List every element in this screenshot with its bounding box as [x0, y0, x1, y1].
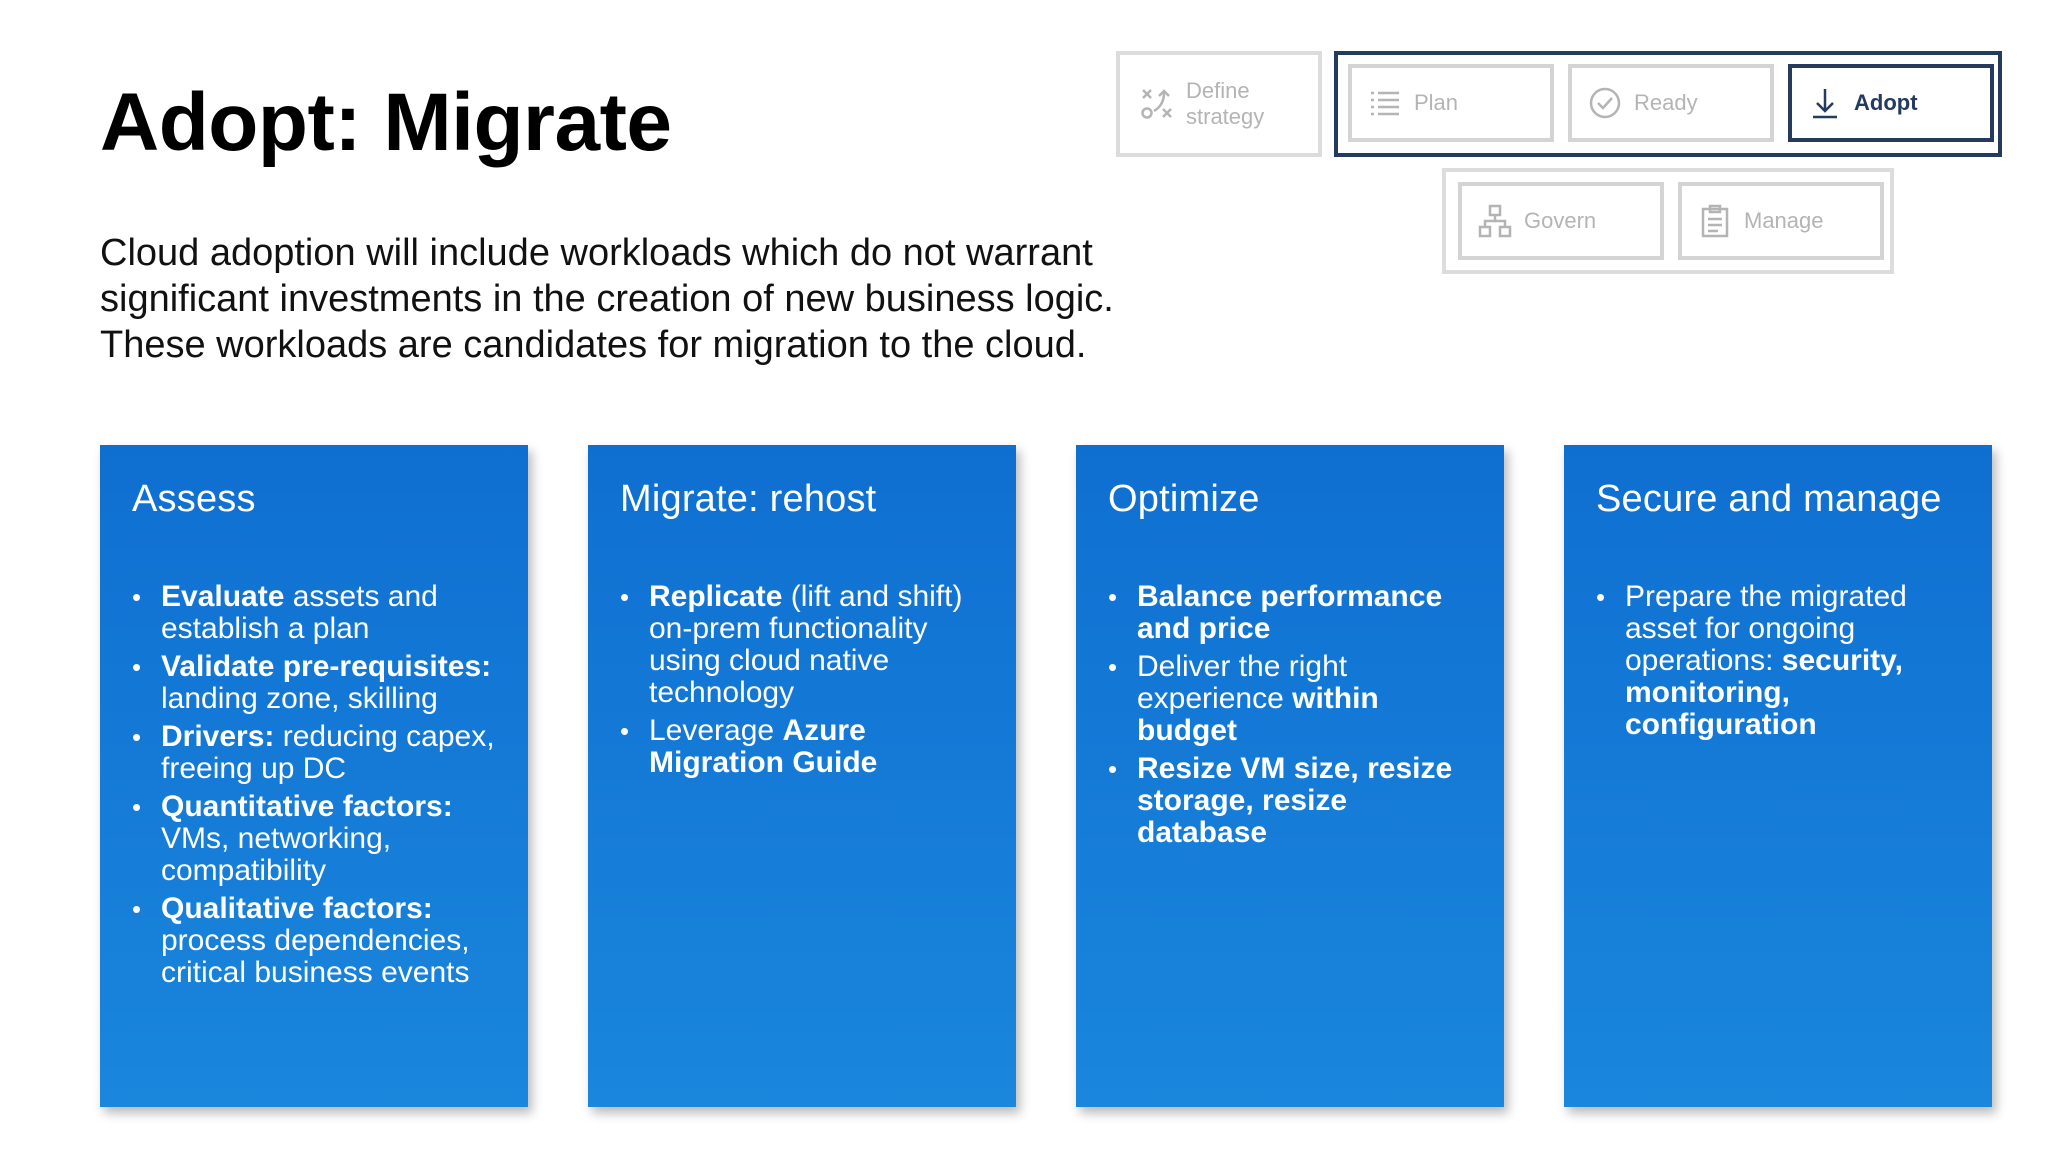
bullet-text: Leverage — [649, 714, 783, 747]
define-strategy-icon — [1140, 87, 1174, 121]
list-item — [1596, 581, 1972, 741]
bullet-text: (lift and shift) on-prem functionality using cloud native technology — [649, 580, 963, 709]
bullet-bold: Qualitative factors: — [161, 892, 433, 925]
nav-govern-button[interactable] — [1458, 182, 1664, 260]
bullet-text: Deliver the right experience — [1137, 650, 1348, 715]
list-item — [620, 581, 996, 709]
nav-adopt-button[interactable] — [1788, 64, 1994, 142]
list-item — [132, 791, 508, 887]
list-icon — [1368, 86, 1402, 120]
bullet-bold: security, monitoring, configuration — [1625, 644, 1903, 741]
download-arrow-icon — [1808, 86, 1842, 120]
card-migrate-list — [620, 581, 996, 779]
bullet-text: VMs, networking, compatibility — [161, 822, 392, 887]
clipboard-icon — [1698, 204, 1732, 238]
bullet-bold: Evaluate — [161, 580, 285, 613]
list-item — [1108, 581, 1484, 645]
bullet-bold: within budget — [1137, 682, 1379, 747]
nav-manage-label: Manage — [1744, 208, 1824, 233]
bullet-bold: Quantitative factors: — [161, 790, 453, 823]
bullet-bold: Resize VM size, resize storage, resize database — [1137, 752, 1453, 849]
card-secure-manage — [1564, 445, 1992, 1107]
bullet-bold: Validate pre-requisites: — [161, 650, 492, 683]
card-migrate-title: Migrate: rehost — [620, 478, 877, 520]
bullet-bold: Azure Migration Guide — [649, 714, 878, 779]
nav-ready-button[interactable] — [1568, 64, 1774, 142]
bullet-bold: Replicate — [649, 580, 783, 613]
card-optimize — [1076, 445, 1504, 1107]
card-secure-title: Secure and manage — [1596, 478, 1942, 520]
intro-paragraph: Cloud adoption will include workloads which do not warrant significant investments in the creation of new business logic. These workloads are candidates for migration to the cloud. — [100, 232, 1114, 366]
nav-plan-label: Plan — [1414, 90, 1459, 115]
card-optimize-list — [1108, 581, 1484, 849]
list-item — [1108, 651, 1484, 747]
nav-manage-button[interactable] — [1678, 182, 1884, 260]
card-assess-list — [132, 581, 508, 989]
card-secure-list — [1596, 581, 1972, 741]
bullet-bold: Drivers: — [161, 720, 275, 753]
bullet-bold: Balance performance and price — [1137, 580, 1443, 645]
list-item — [620, 715, 996, 779]
card-migrate-rehost — [588, 445, 1016, 1107]
list-item — [132, 581, 508, 645]
list-item — [132, 893, 508, 989]
slide-title: Adopt: Migrate — [100, 77, 672, 168]
nav-define-strategy-button[interactable] — [1120, 55, 1318, 153]
bullet-text: assets and establish a plan — [161, 580, 438, 645]
nav-adopt-label: Adopt — [1854, 90, 1918, 115]
bullet-text: Prepare the migrated asset for ongoing operations: — [1625, 580, 1907, 677]
org-chart-icon — [1478, 204, 1512, 238]
bullet-text: landing zone, skilling — [161, 682, 438, 715]
bullet-text: reducing capex, freeing up DC — [161, 720, 495, 785]
nav-plan-button[interactable] — [1348, 64, 1554, 142]
card-assess-title: Assess — [132, 478, 256, 520]
card-optimize-title: Optimize — [1108, 478, 1260, 520]
list-item — [1108, 753, 1484, 849]
nav-define-strategy-label: Define strategy — [1186, 78, 1265, 129]
card-assess — [100, 445, 528, 1107]
list-item — [132, 651, 508, 715]
bullet-text: process dependencies, critical business events — [161, 924, 470, 989]
nav-govern-label: Govern — [1524, 208, 1597, 233]
check-circle-icon — [1588, 86, 1622, 120]
nav-ready-label: Ready — [1634, 90, 1698, 115]
list-item — [132, 721, 508, 785]
